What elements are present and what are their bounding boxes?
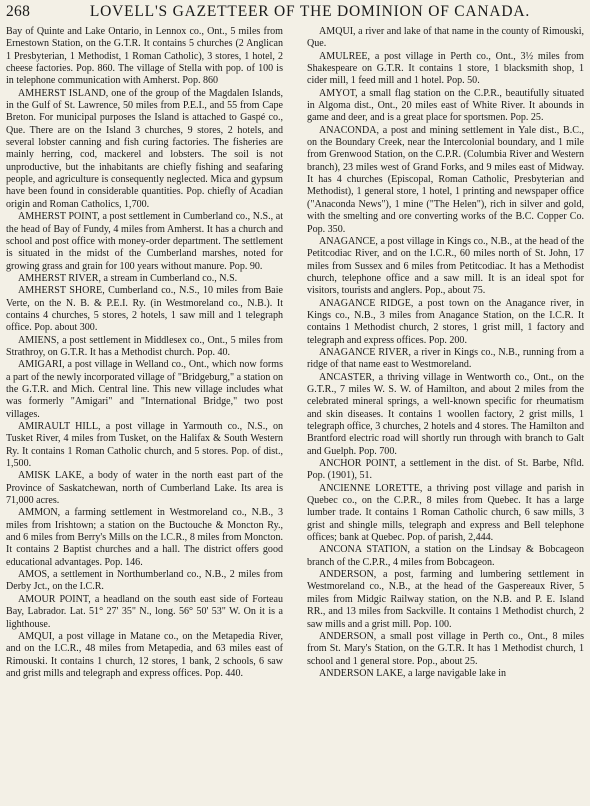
- entry-text: a river and lake of that name in the county of Rimouski, Que.: [307, 26, 584, 50]
- page-header: [6, 3, 584, 23]
- entry-headword: AMHERST RIVER,: [18, 272, 101, 284]
- entry-headword: AMIENS,: [18, 334, 60, 346]
- entry-headword: ANAGANCE,: [319, 235, 378, 247]
- entry-text: a farming settlement in Westmoreland co., N.B., 3 miles from Irishtown; a station on the Buctouche & Moncton Ry., and 6 miles from Berry's Mills on the I.C.R., 8 miles from Moncton. It contains 2 Baptist churches and a hall. The district offers good educational advantages. Pop. 146.: [6, 507, 283, 568]
- entry-headword: AMOUR POINT,: [18, 593, 91, 605]
- gazetteer-entry: [307, 631, 584, 668]
- entry-text: a body of water in the north east part of the Province of Saskatchewan, north of Cumberland Lake. Its area is 71,000 acres.: [6, 470, 283, 507]
- entry-text: a thriving post village and parish in Quebec co., on the C.P.R., 8 miles from Quebec. It has a large lumber trade. It contains 1 Roman Catholic church, 6 saw mills, 3 grist and shingle mills, telegraph and express and Bell telephone offices; bank at Quebec. Pop. of parish, 2,444.: [307, 482, 584, 544]
- entry-headword: AMULREE,: [319, 50, 371, 62]
- entry-headword: ANCASTER,: [319, 371, 375, 383]
- gazetteer-entry: [307, 569, 584, 631]
- entry-headword: ANDERSON LAKE,: [319, 667, 406, 679]
- gazetteer-entry: [6, 359, 283, 421]
- entry-headword: AMIGARI,: [18, 359, 65, 371]
- gazetteer-entry: [6, 335, 283, 360]
- gazetteer-entry: [307, 88, 584, 125]
- entry-headword: ANAGANCE RIDGE,: [319, 297, 414, 309]
- gazetteer-entry: [307, 298, 584, 347]
- gazetteer-entry: [307, 544, 584, 569]
- right-column: [307, 26, 584, 804]
- gazetteer-entry: [6, 594, 283, 631]
- gazetteer-entry: [307, 458, 584, 483]
- entry-headword: ANDERSON,: [319, 630, 377, 642]
- entry-headword: AMHERST ISLAND,: [18, 87, 109, 99]
- entry-text: a station on the Lindsay & Bobcageon branch of the C.P.R., 4 miles from Bobcageon.: [307, 544, 584, 568]
- entry-headword: ANCHOR POINT,: [319, 458, 397, 470]
- entry-text: a post village in Kings co., N.B., at the head of the Petitcodiac River, and on the I.C.R., 60 miles north of St. John, 17 miles from Sussex and 6 miles from Petitcodiac. It has a Methodist church, telephone office and a saw mill. It is an ideal spot for visitors, tourists and anglers. Pop., about 75.: [307, 235, 584, 297]
- entry-headword: ANAGANCE RIVER,: [319, 346, 411, 358]
- gazetteer-entry: [307, 668, 584, 680]
- gazetteer-entry: [307, 372, 584, 458]
- gazetteer-entry: [6, 88, 283, 211]
- entry-text: a post settlement in Middlesex co., Ont., 5 miles from Strathroy, on G.T.R. It has a Methodist church. Pop. 40.: [6, 334, 283, 358]
- gazetteer-entry: [6, 285, 283, 334]
- gazetteer-entry: [307, 26, 584, 51]
- gazetteer-entry: [6, 569, 283, 594]
- entry-text: a post town on the Anagance river, in Kings co., N.B., 3 miles from Anagance Station, on the I.C.R. It contains 1 Methodist church, 2 stores, 1 grist mill, 1 factory and telegraph and express offices. Pop. 200.: [307, 297, 584, 346]
- gazetteer-entry: [6, 273, 283, 285]
- entry-text: a large navigable lake in: [405, 667, 507, 679]
- entry-text: a stream in Cumberland co., N.S.: [101, 272, 238, 284]
- entry-text: a post village in Perth co., Ont., 3½ miles from Shakespeare on G.T.R. It contains 1 store, 1 blacksmith shop, 1 cider mill, 1 feed mill and 1 hotel. Pop. 50.: [307, 50, 584, 87]
- entry-text: a river in Kings co., N.B., running from a ridge of that name east to Westmoreland.: [307, 346, 584, 371]
- entry-text: a thriving village in Wentworth co., Ont., on the G.T.R., 7 miles W. S. W. of Hamilton, and about 2 miles from the celebrated mineral springs, a well-known specific for rheumatism and skin diseases. It contains 1 woollen factory, 2 grist mills, 1 telegraph office, 3 churches, 2 hotels and 4 stores. The Hamilton and Brantford electric road will shortly run through with branch to Galt and Guelph. Pop. 700.: [307, 371, 584, 457]
- gazetteer-entry: [307, 483, 584, 545]
- running-title: LOVELL'S GAZETTEER OF THE DOMINION OF CANADA.: [89, 3, 531, 20]
- entry-headword: AMQUI,: [319, 26, 356, 37]
- left-column: [6, 26, 283, 804]
- gazetteer-entry: [6, 26, 283, 88]
- page-number: 268: [6, 3, 31, 20]
- entry-text: a post village in Yarmouth co., N.S., on Tusket River, 4 miles from Tusket, on the Halifax & South Western Ry. It contains 1 Roman Catholic church, and 5 stores. Pop. of dist., 1,500.: [6, 421, 283, 470]
- gazetteer-entry: [6, 211, 283, 273]
- entry-text: Cumberland co., N.S., 10 miles from Baie Verte, on the N. B. & P.E.I. Ry. (in Westmoreland co., N.B.). It contains 4 churches, 5 stores, 2 hotels, 1 saw mill and 1 telegraph office. Pop. about 300.: [6, 285, 283, 334]
- entry-text: a small post village in Perth co., Ont., 8 miles from St. Mary's Station, on the G.T.R. It has 1 Methodist church, 1 school and 1 general store. Pop., about 25.: [307, 630, 584, 667]
- entry-text: a settlement in the dist. of St. Barbe, Nfld. Pop. (1901), 51.: [307, 458, 584, 482]
- entry-headword: AMHERST POINT,: [18, 211, 100, 223]
- entry-text: a settlement in Northumberland co., N.B., 2 miles from Derby Jct., on the I.C.R.: [6, 569, 283, 593]
- entry-headword: ANCONA STATION,: [319, 544, 410, 556]
- entry-headword: AMOS,: [18, 569, 50, 581]
- gazetteer-entry: [307, 51, 584, 88]
- entry-text: a post settlement in Cumberland co., N.S., at the head of Bay of Fundy, 4 miles from Amherst. It has a church and school and post office with money-order department. The settlement is situated in the midst of the Cumberland marshes, noted for growing grass and grain for 100 years without manure. Pop. 90.: [6, 211, 283, 272]
- gazetteer-entry: [6, 507, 283, 569]
- entry-headword: AMIRAULT HILL,: [18, 421, 101, 432]
- entry-headword: ANCIENNE LORETTE,: [319, 482, 423, 494]
- gazetteer-entry: [6, 631, 283, 680]
- entry-headword: AMHERST SHORE,: [18, 285, 105, 297]
- gazetteer-entry: [6, 421, 283, 470]
- entry-text: a post, farming and lumbering settlement in Westmoreland co., N.B., at the head of the Gaspereaux River, 5 miles from Midgic Railway station, on the N.B. and P. E. Island RR., and 13 miles from Sackville. It contains 1 Methodist church, 2 saw mills and a grist mill. Pop. 100.: [307, 569, 584, 630]
- entry-headword: AMYOT,: [319, 87, 358, 99]
- entry-headword: AMISK LAKE,: [18, 470, 85, 482]
- entry-text: one of the group of the Magdalen Islands, in the Gulf of St. Lawrence, 50 miles from P.E.I., and 55 from Cape Breton. For municipal purposes the Island is attached to Gaspé co., Que. There are on the Island 3 churches, 9 stores, 2 hotels, and several lobster canning and fish curing factories. The fisheries are mainly herring, cod, mackerel and lobsters. The soil is not unproductive, but the inhabitants are chiefly fishing and seafaring people, and agriculture is consequently neglected. Mica and gypsum have been found in considerable quantities. Pop. chiefly of Acadian origin and Roman Catholics, 1,700.: [6, 87, 283, 210]
- gazetteer-entry: [307, 347, 584, 372]
- entry-text: a small flag station on the C.P.R., beautifully situated in Algoma dist., Ont., 20 miles east of White River. It abounds in game and deer, and is a great place for sportsmen. Pop. 25.: [307, 87, 584, 124]
- entry-text: a post and mining settlement in Yale dist., B.C., on the Boundary Creek, near the Intercolonial boundary, and 1 mile from Grenwood Station, on the C.P.R. (Columbia River and Western branch), 23 miles west of Grand Forks, and 9 miles east of Midway. It has 4 churches (Episcopal, Roman Catholic, Presbyterian and Methodist), 1 general store, 1 hotel, 1 printing and newspaper office ("Anaconda News"), 1 mine ("The Helen"), rich in silver and gold, with the smelting and ore converting works of the B.C. Copper Co. Pop. 350.: [307, 124, 584, 235]
- entry-headword: AMQUI,: [18, 630, 55, 642]
- entry-text: a headland on the south east side of Forteau Bay, Labrador. Lat. 51° 27' 35" N., long. 56° 50' 53" W. On it is a lighthouse.: [6, 593, 283, 630]
- entry-text: Bay of Quinte and Lake Ontario, in Lennox co., Ont., 5 miles from Ernestown Station, on the G.T.R. It contains 5 churches (2 Anglican 1 Presbyterian, 1 Methodist, 1 Roman Catholic), 3 stores, 1 hotel, 2 cheese factories. Pop. 860. The village of Stella with pop. of 100 is in telephone communication with Amherst. Pop. 860: [6, 26, 283, 87]
- entry-headword: ANDERSON,: [319, 569, 377, 581]
- entry-text: a post village in Welland co., Ont., which now forms a part of the newly incorporated village of "Bridgeburg," a station on the G.T.R. and Mich. Central line. This new village includes what was formerly "Amigari" and "International Bridge," two post villages.: [6, 359, 283, 420]
- gazetteer-entry: [6, 470, 283, 507]
- entry-text: a post village in Matane co., on the Metapedia River, and on the I.C.R., 48 miles from Metapedia, and 63 miles east of Rimouski. It contains 1 church, 12 stores, 1 bank, 2 schools, 6 saw and grist mills and telegraph and express offices. Pop. 440.: [6, 630, 283, 679]
- entry-headword: ANACONDA,: [319, 124, 380, 136]
- entry-headword: AMMON,: [18, 507, 61, 519]
- gazetteer-entry: [307, 236, 584, 298]
- gazetteer-entry: [307, 125, 584, 236]
